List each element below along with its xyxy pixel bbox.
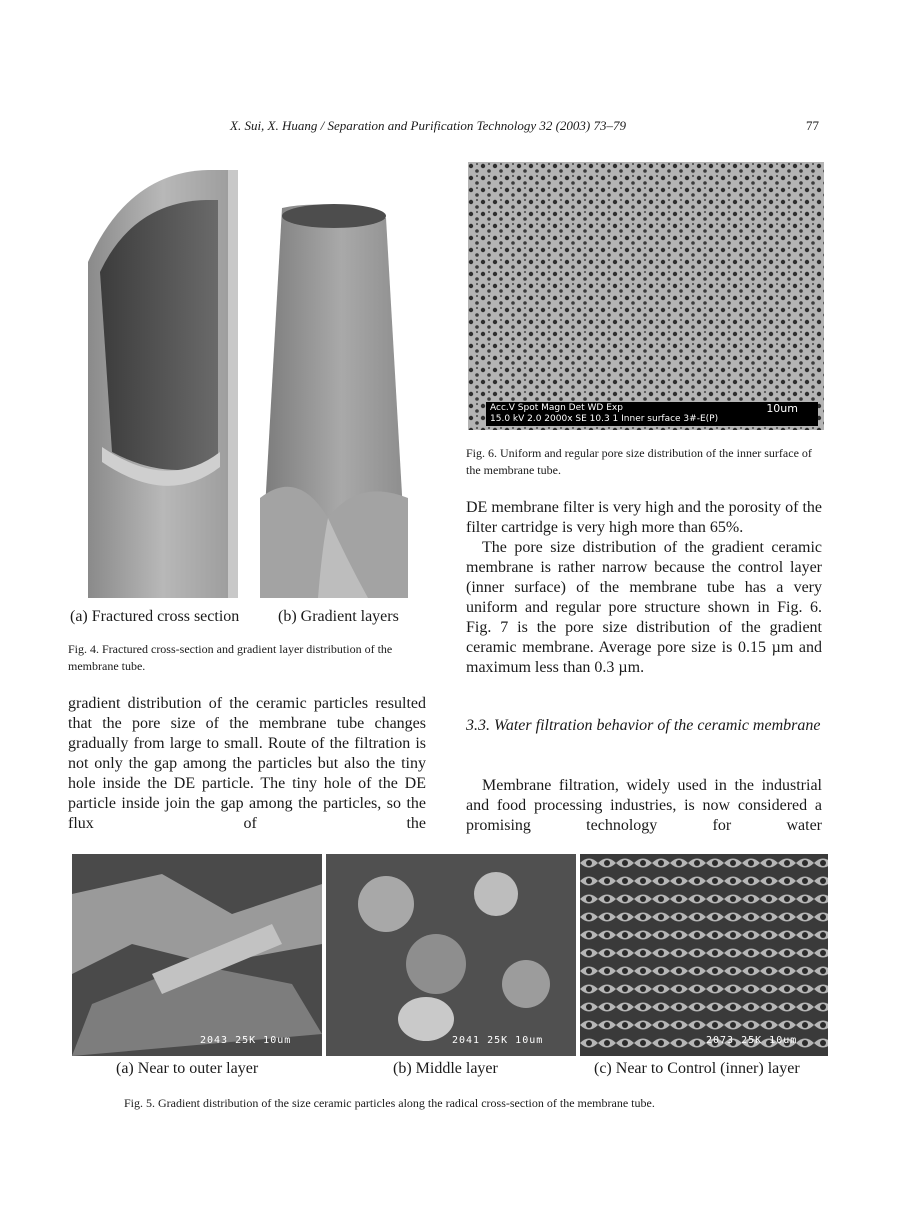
right-column-text — [466, 498, 822, 678]
section-heading-3-3: 3.3. Water filtration behavior of the ceramic membrane — [466, 717, 821, 734]
fig6-sem-line2: 15.0 kV 2.0 2000x SE 10.3 1 Inner surface 3#-E(P) — [490, 414, 719, 424]
right-paragraph-2: The pore size distribution of the gradient ceramic membrane is rather narrow because the control layer (inner surface) of the membrane tube has a very uniform and regular pore structure shown in Fig. 6. Fig. 7 is the pore size distribution of the gradient ceramic membrane. Average pore size is 0.15 µm and maximum less than 0.3 µm. — [466, 539, 822, 676]
running-header: X. Sui, X. Huang / Separation and Purification Technology 32 (2003) 73–79 — [230, 118, 626, 133]
fig5c-sem-label: 2073 25K 10um — [706, 1035, 798, 1046]
fig5-caption: Fig. 5. Gradient distribution of the size ceramic particles along the radical cross-section of the membrane tube. — [124, 1096, 655, 1110]
fig5-sublabel-b: (b) Middle layer — [393, 1060, 498, 1077]
fig5b-image — [326, 854, 576, 1056]
fig5b-sem-label: 2041 25K 10um — [452, 1035, 544, 1046]
fig4b-image — [258, 198, 414, 598]
fig5-sublabel-c: (c) Near to Control (inner) layer — [594, 1060, 800, 1077]
fig5-sublabel-a: (a) Near to outer layer — [116, 1060, 259, 1077]
fig5a-image — [72, 854, 322, 1056]
right-paragraph-3: Membrane filtration, widely used in the industrial and food processing industries, is now considered a promising technology for water — [466, 777, 822, 834]
fig5c-image — [580, 854, 828, 1056]
page-number: 77 — [806, 118, 819, 133]
fig6-scale-label: 10um — [766, 402, 798, 415]
fig6-caption: Fig. 6. Uniform and regular pore size distribution of the inner surface of the membrane tube. — [466, 446, 812, 477]
fig4-sublabel-a: (a) Fractured cross section — [70, 608, 240, 625]
right-paragraph-1: DE membrane filter is very high and the porosity of the filter cartridge is very high more than 65%. — [466, 499, 822, 536]
fig4a-image — [88, 162, 250, 598]
fig4-sublabel-b: (b) Gradient layers — [278, 608, 399, 625]
fig6-image — [468, 162, 824, 430]
fig4-caption: Fig. 4. Fractured cross-section and gradient layer distribution of the membrane tube. — [68, 642, 393, 673]
fig6-sem-databar — [486, 402, 818, 426]
left-column-text: gradient distribution of the ceramic particles resulted that the pore size of the membrane tube changes gradually from large to small. Route of the filtration is not only the gap among the particles but also the tiny hole inside the DE particle. The tiny hole of the DE particle inside join the gap among the particles, so the flux of the — [68, 695, 426, 832]
fig5a-sem-label: 2043 25K 10um — [200, 1035, 292, 1046]
right-paragraph-3-wrap — [466, 776, 822, 836]
fig6-sem-line1: Acc.V Spot Magn Det WD Exp — [490, 403, 623, 413]
